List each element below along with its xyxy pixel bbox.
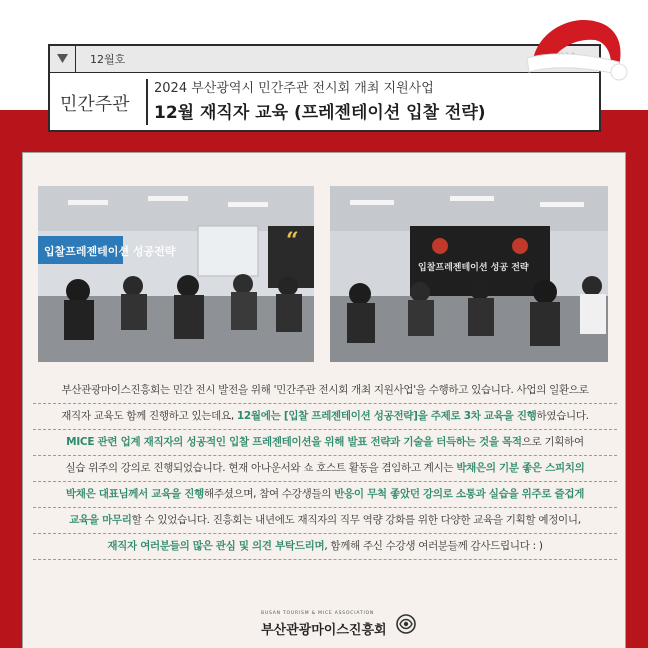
page-title: 12월 재직자 교육 (프레젠테이션 입찰 전략) (154, 103, 486, 123)
highlight-topic: 12월에는 [입찰 프레젠테이션 성공전략]을 주제로 3차 교육을 진행 (236, 410, 537, 422)
body-line-3: MICE 관련 업계 재직자의 성공적인 입찰 프레젠테이션을 위해 발표 전략과 기술을 터득하는 것을 목적으로 기획하여 (33, 430, 617, 456)
screen-text: 입찰프레젠테이션 성공 전략 (418, 263, 529, 273)
body-line-4: 실습 위주의 강의로 진행되었습니다. 현재 아나운서와 쇼 호스트 활동을 겸임하고 계시는 박채은의 기분 좋은 스피치의 (33, 456, 617, 482)
dropdown-caret-icon[interactable] (50, 46, 76, 72)
page-subtitle: 2024 부산광역시 민간주관 전시회 개최 지원사업 (154, 81, 434, 96)
body-line-1: 부산관광마이스진흥회는 민간 전시 발전을 위해 '민간주관 전시회 개최 지원사업'을 수행하고 있습니다. 사업의 일환으로 (33, 378, 617, 404)
highlight-lecturer-2: 박채은 대표님께서 교육을 진행 (65, 488, 204, 500)
highlight-response: 반응이 무척 좋았던 강의로 소통과 실습을 위주로 즐겁게 (334, 488, 585, 500)
association-logo (259, 611, 429, 641)
santa-hat-icon (519, 8, 637, 88)
body-line-6: 교육을 마무리할 수 있었습니다. 진흥회는 내년에도 재직자의 직무 역량 강화를 위한 다양한 교육을 기획할 예정이니, (33, 508, 617, 534)
header-divider (146, 79, 148, 125)
content-panel (22, 152, 626, 648)
highlight-request: 재직자 여러분들의 많은 관심 및 의견 부탁드리며 (107, 540, 325, 552)
slide-quote: “ (286, 228, 299, 254)
issue-label: 12월호 (90, 53, 126, 66)
highlight-lecturer: 박채은의 기분 좋은 스피치의 (456, 462, 585, 474)
highlight-purpose: MICE 관련 업계 재직자의 성공적인 입찰 프레젠테이션을 위해 발표 전략과 기술을 터득하는 것을 목적 (66, 436, 522, 448)
logo-english-name: BUSAN TOURISM & MICE ASSOCIATION (261, 611, 375, 616)
body-text (33, 378, 617, 560)
class-photo-2 (330, 186, 608, 362)
body-line-5: 박채은 대표님께서 교육을 진행해주셨으며, 참여 수강생들의 반응이 무척 좋았던 강의로 소통과 실습을 위주로 즐겁게 (33, 482, 617, 508)
body-line-2: 재직자 교육도 함께 진행하고 있는데요, 12월에는 [입찰 프레젠테이션 성공전략]을 주제로 3차 교육을 진행하였습니다. (33, 404, 617, 430)
highlight-finish: 교육을 마무리 (69, 514, 132, 526)
category-label: 민간주관 (60, 94, 130, 115)
header-strip (50, 46, 599, 73)
class-photo-1 (38, 186, 314, 362)
banner-text: 입찰프레젠테이션 성공전략 (44, 245, 176, 258)
logo-mark-icon (395, 613, 417, 635)
logo-korean-name: 부산관광마이스진흥회 (261, 623, 387, 638)
body-line-7: 재직자 여러분들의 많은 관심 및 의견 부탁드리며, 함께해 주신 수강생 여러분들께 감사드립니다 : ) (33, 534, 617, 560)
